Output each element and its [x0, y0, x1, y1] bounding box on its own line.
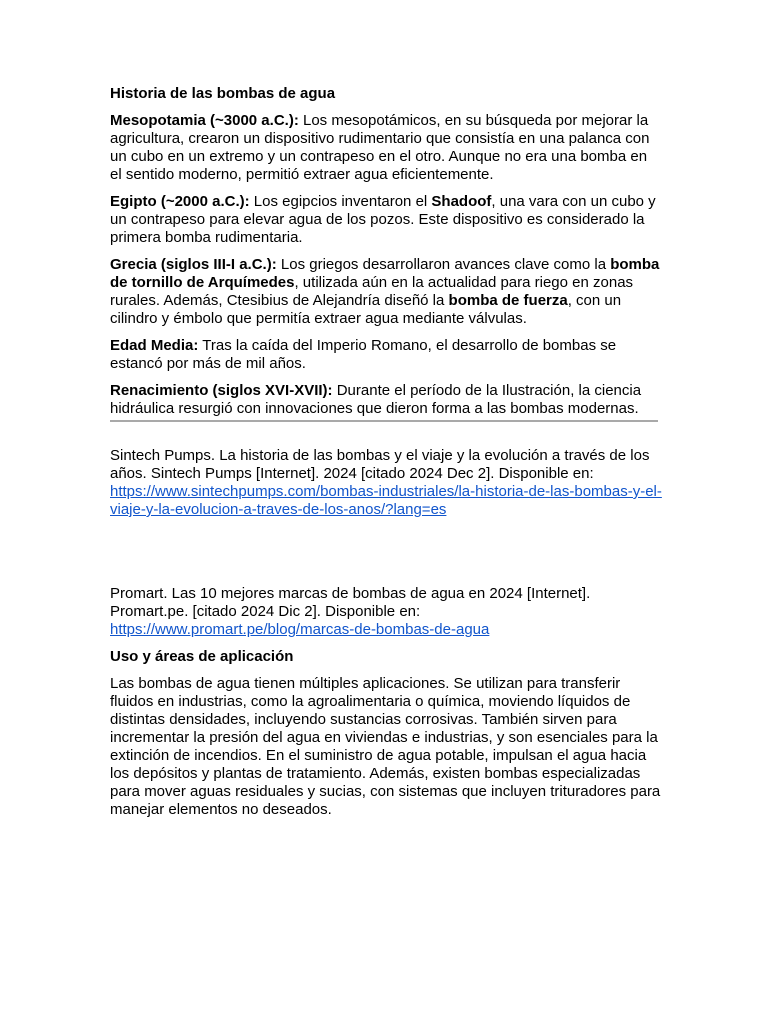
section-text: Los mesopotámicos, en su búsqueda por mejorar la agricultura, crearon un dispositivo rudimentario que consistía en una palanca con un cubo en un extremo y un contrapeso en el otro. Aunque no era una bomba en el sentido moderno, permitió extraer agua eficientemente. [110, 112, 650, 183]
section-label: Renacimiento (siglos XVI-XVII): [110, 382, 333, 399]
reference-text: Promart. Las 10 mejores marcas de bombas de agua en 2024 [Internet]. Promart.pe. [citado 2024 Dic 2]. Disponible en: [110, 585, 591, 620]
section-text: , con un cilindro y émbolo que permitía extraer agua mediante válvulas. [110, 292, 622, 327]
reference-link-promart[interactable]: https://www.promart.pe/blog/marcas-de-bombas-de-agua [110, 621, 490, 638]
section-text: Los griegos desarrollaron avances clave como la [276, 256, 611, 273]
section-egipto [110, 193, 662, 247]
section-text: , utilizada aún en la actualidad para riego en zonas rurales. Además, Ctesibius de Alejandría diseñó la [110, 274, 634, 309]
uso-heading: Uso y áreas de aplicación [110, 648, 294, 665]
section-bold-term: bomba de tornillo de Arquímedes [110, 256, 660, 291]
section-mesopotamia [110, 112, 662, 184]
reference-text: Sintech Pumps. La historia de las bombas y el viaje y la evolución a través de los años. Sintech Pumps [Internet]. 2024 [citado 2024 Dec 2]. Disponible en: [110, 447, 650, 482]
section-bold-term: Shadoof [431, 193, 492, 210]
section-label: Mesopotamia (~3000 a.C.): [110, 112, 299, 129]
reference-link-sintech[interactable]: https://www.sintechpumps.com/bombas-industriales/la-historia-de-las-bombas-y-el-viaje-y-la-evolucion-a-traves-de-los-anos/?lang=es [110, 483, 662, 518]
section-label: Egipto (~2000 a.C.): [110, 193, 250, 210]
section-bold-term: bomba de fuerza [448, 292, 568, 309]
section-grecia [110, 256, 662, 328]
section-text: Durante el período de la Ilustración, la ciencia hidráulica resurgió con innovaciones que dieron forma a las bombas modernas. [110, 382, 642, 417]
section-edad-media [110, 337, 662, 373]
uso-paragraph: Las bombas de agua tienen múltiples aplicaciones. Se utilizan para transferir fluidos en industrias, como la agroalimentaria o química, moviendo líquidos de distintas densidades, incluyendo sustancias corrosivas. También sirven para incrementar la presión del agua en viviendas e industrias, y son esenciales para la extinción de incendios. En el suministro de agua potable, impulsan el agua hacia los depósitos y plantas de tratamiento. Además, existen bombas especializadas para mover aguas residuales y sucias, con sistemas que incluyen trituradores para manejar elementos no deseados. [110, 675, 661, 818]
section-text: Tras la caída del Imperio Romano, el desarrollo de bombas se estancó por más de mil años. [110, 337, 617, 372]
section-label: Edad Media: [110, 337, 199, 354]
section-renacimiento [110, 382, 662, 418]
document-page [110, 85, 662, 819]
section-text: , una vara con un cubo y un contrapeso para elevar agua de los pozos. Este dispositivo es considerado la primera bomba rudimentaria. [110, 193, 656, 246]
horizontal-divider [110, 420, 658, 422]
section-text: Los egipcios inventaron el [249, 193, 432, 210]
page-title: Historia de las bombas de agua [110, 85, 336, 102]
reference-sintech [110, 447, 662, 519]
section-label: Grecia (siglos III-I a.C.): [110, 256, 277, 273]
reference-promart [110, 585, 662, 639]
